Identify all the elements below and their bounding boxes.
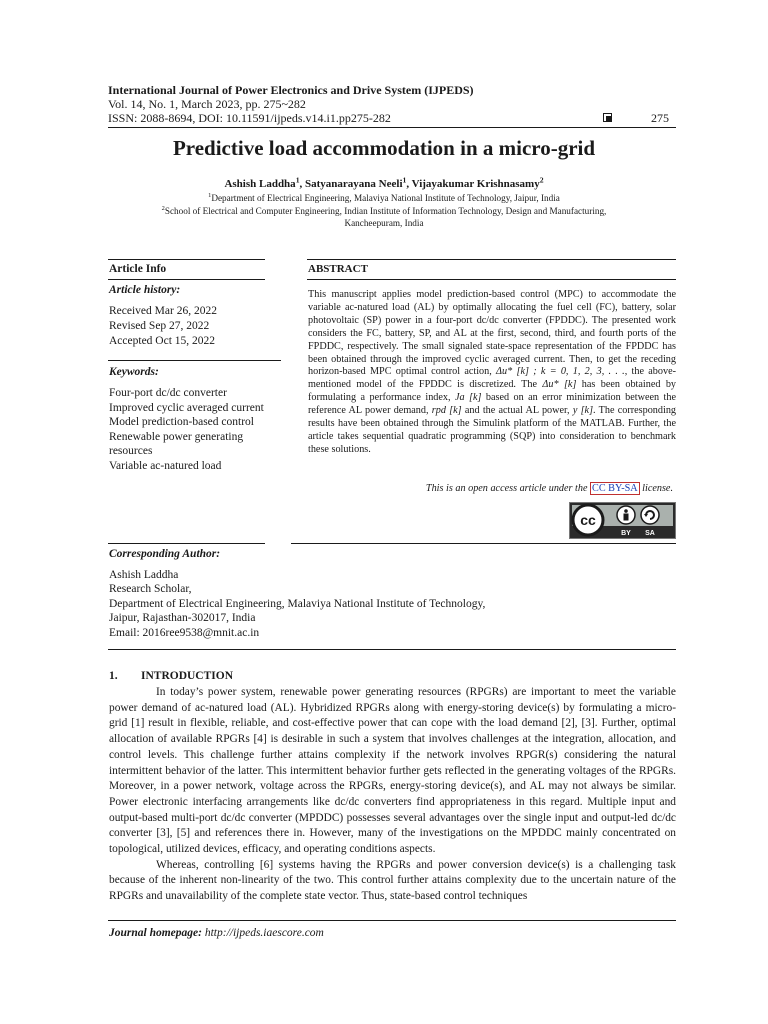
math-expression: Δu* [k] ; k = 0, 1, 2, 3, . . . (496, 366, 625, 378)
affiliation-2 (0, 206, 768, 216)
author-affiliation-mark: 2 (539, 175, 544, 185)
affiliation-mark: 1 (208, 191, 212, 199)
corresponding-address: Jaipur, Rajasthan-302017, India (109, 612, 256, 624)
introduction-body (109, 685, 676, 905)
abstract-fragment: , the above-mentioned model of the FPDDC is discretized. The (308, 366, 676, 391)
received-date: Received Mar 26, 2022 (109, 305, 217, 317)
revised-date: Revised Sep 27, 2022 (109, 320, 210, 332)
volume-line: Vol. 14, No. 1, March 2023, pp. 275~282 (108, 97, 306, 111)
affiliation-text: Department of Electrical Engineering, Malaviya National Institute of Technology, Jaipur, India (211, 193, 560, 203)
corresponding-name: Ashish Laddha (109, 569, 179, 581)
svg-text:cc: cc (580, 512, 596, 528)
accepted-date: Accepted Oct 15, 2022 (109, 335, 216, 347)
homepage-link[interactable]: http://ijpeds.iaescore.com (204, 927, 324, 939)
page-number: 275 (651, 111, 669, 125)
math-expression: rpd [k] (431, 405, 462, 417)
paragraph: In today’s power system, renewable power generating resources (RPGRs) are important to meet the variable power demand of ac-natured load (AL). Hybridized RPGRs along with energy-storing device(s) by formulating a micro-grid [1] result in flexible, reliable, and cost-effective power that can cope with the load demand [2], [3]. Further, optimal allocation of available RPGRs [4] is desirable in such a system that involves challenges at the integration, allocation, and control levels. This challenge further attains complexity if the network involves RPGR(s) considering the natural intermittent behavior of the latter. This intermittent behavior further gets reflected in the generating voltages of the RPGRs. Moreover, in a power network, voltage across the RPGRs, energy-storing device(s), and AL may not always be similar. Power electronic interfacing arrangements like dc/dc converters find appropriateness in this regard. Multiple input and output-based multi-port dc/dc converter (MPDDC) possesses several advantages over the single input and output-led dc/dc converter [3], [5] and references there in. However, many of the investigations on the MPDDC mainly concentrated on topological, utilized devices, efficacy, and operating conditions aspects. (109, 686, 676, 856)
abstract-rule (307, 279, 676, 280)
corresponding-heading: Corresponding Author: (109, 548, 221, 560)
corresponding-title: Research Scholar, (109, 583, 192, 595)
keyword-item: resources (109, 445, 153, 457)
affiliation-text: School of Electrical and Computer Engineering, Indian Institute of Information Technology, Design and Manufacturing, (164, 206, 607, 216)
cc-by-label: BY (621, 530, 631, 537)
corresponding-department: Department of Electrical Engineering, Malaviya National Institute of Technology, (109, 598, 486, 610)
homepage-label: Journal homepage: (109, 927, 202, 939)
paragraph: Whereas, controlling [6] systems having the RPGRs and power conversion device(s) is a challenging task because of the inherent non-linearity of the two. This control further attains complexity due to the uncertain nature of the RPGRs and unavailability of the complete state vector. Thus, state-based control techniques (109, 858, 676, 903)
cc-by-sa-icon (570, 503, 675, 538)
square-bullet-icon (603, 113, 612, 122)
open-access-text: license. (639, 483, 673, 494)
article-info-rule (108, 279, 265, 280)
abstract-fragment: and the actual AL power, (461, 405, 573, 417)
affiliation-mark: 2 (161, 204, 165, 212)
author-affiliation-mark: 1 (295, 175, 300, 185)
abstract-fragment: has been obtained by formulating a performance index, (308, 379, 677, 404)
journal-name: International Journal of Power Electronics and Drive System (IJPEDS) (108, 83, 474, 97)
keyword-item: Model prediction-based control (109, 416, 254, 428)
header-rule (108, 127, 676, 128)
abstract-fragment: This manuscript applies model prediction-based control (MPC) to accommodate the variable ac-natured load (AL) by optimally allocating the fuel cell (FC), battery, solar photovoltaic (SP) power in a four-port dc/dc converter (FPDDC). The presented work considers the FC, battery, SP, and AL at the first, second, third, and fourth ports of the FPDDC, respectively. The small signaled state-space representation of the FPDDC has been obtained through the improved cyclic averaged current. Then, to get the receding horizon-based MPC optimal control action, (308, 289, 676, 378)
affiliation-2-cont: Kancheepuram, India (344, 218, 424, 228)
paper-title: Predictive load accommodation in a micro-grid (172, 136, 596, 160)
math-expression: Δu* [k] (542, 379, 577, 391)
corresponding-rule-right (291, 543, 676, 544)
corresponding-email[interactable]: Email: 2016ree9538@mnit.ac.in (109, 627, 260, 639)
footer-rule (108, 920, 676, 921)
section-number: 1. (109, 670, 118, 682)
author-name: Vijayakumar Krishnasamy (411, 178, 540, 190)
author-list: Ashish Laddha$^1$, Satyanarayana Neeli$^1$, Vijayakumar Krishnasamy$^2$ (224, 175, 544, 190)
corresponding-rule-left (108, 543, 265, 544)
open-access-text: This is an open access article under the (425, 483, 591, 494)
math-expression: Ja [k] (454, 392, 482, 404)
corresponding-bottom-rule (108, 649, 676, 650)
article-info-heading: Article Info (109, 263, 167, 275)
open-access-note (300, 483, 673, 494)
abstract-heading: ABSTRACT (308, 263, 368, 275)
keyword-item: Renewable power generating (109, 431, 244, 443)
journal-homepage (109, 927, 324, 939)
article-history-heading: Article history: (109, 284, 181, 296)
cc-sa-label: SA (645, 530, 655, 537)
abstract-fragment: based on an error minimization between the reference AL power demand, (308, 392, 676, 417)
abstract-text (308, 289, 676, 457)
keyword-item: Improved cyclic averaged current (109, 402, 264, 414)
section-heading: INTRODUCTION (141, 670, 234, 682)
article-info-top-rule (108, 259, 265, 260)
math-expression: y [k] (572, 405, 594, 417)
keyword-item: Variable ac-natured load (109, 460, 222, 472)
affiliation-1 (0, 193, 768, 203)
cc-by-sa-badge[interactable] (569, 502, 676, 539)
keyword-item: Four-port dc/dc converter (109, 387, 227, 399)
cc-by-sa-link[interactable]: CC BY-SA (592, 483, 638, 494)
abstract-fragment: . The corresponding results have been obtained through the Simulink platform of the MATLAB. Further, the article takes sequential quadratic programming (SQP) into consideration to benchmark these solutions. (308, 405, 677, 455)
author-affiliation-mark: 1 (402, 175, 407, 185)
keywords-heading: Keywords: (109, 366, 159, 378)
author-name: Satyanarayana Neeli (305, 178, 403, 190)
issn-doi-line: ISSN: 2088-8694, DOI: 10.11591/ijpeds.v14.i1.pp275-282 (108, 111, 391, 125)
abstract-top-rule (307, 259, 676, 260)
keywords-top-rule (108, 360, 281, 361)
author-name: Ashish Laddha (224, 178, 296, 190)
